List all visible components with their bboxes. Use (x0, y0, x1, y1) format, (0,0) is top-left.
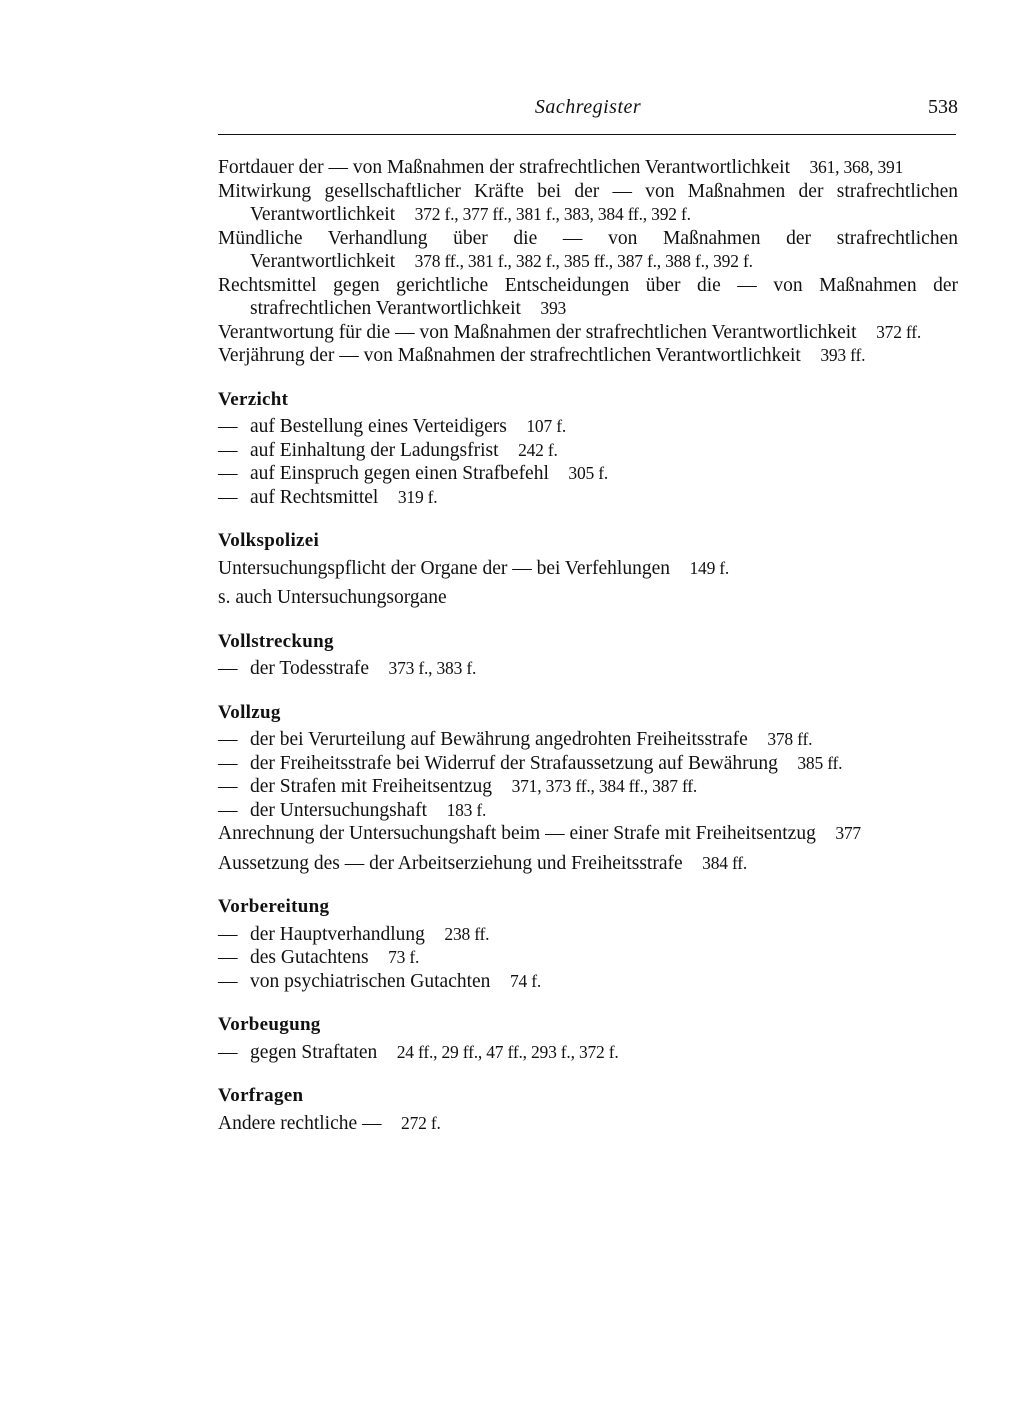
entry-page-refs: 361, 368, 391 (809, 157, 904, 177)
index-entry (218, 180, 958, 227)
entry-page-refs: 305 f. (568, 463, 609, 483)
entry-text: Verjährung der — von Maßnahmen der strafrechtlichen Verantwortlichkeit (218, 345, 801, 366)
entry-text: der Untersuchungshaft (250, 799, 428, 821)
entry-page-refs: 393 (540, 298, 567, 318)
section-heading: Volkspolizei (218, 530, 320, 551)
entry-text: der Todesstrafe (250, 658, 370, 679)
entry-page-refs: 378 ff., 381 f., 382 f., 385 ff., 387 f., 388 f., 392 f. (414, 251, 753, 271)
index-section (218, 701, 958, 876)
entry-page-refs: 183 f. (446, 799, 487, 820)
entry-text: Aussetzung des — der Arbeitserziehung und Freiheitsstrafe (218, 852, 683, 874)
section-heading: Vorfragen (218, 1085, 304, 1106)
entry-page-refs: 373 f., 383 f. (388, 658, 477, 678)
page-number: 538 (928, 96, 958, 118)
dash-marker: — (218, 658, 238, 679)
list-item (218, 946, 958, 970)
intro-entries (218, 156, 958, 368)
section-heading: Vollzug (218, 701, 281, 723)
list-item (218, 657, 958, 681)
dash-marker: — (218, 970, 238, 992)
list-item (218, 970, 958, 994)
entry-text: Untersuchungspflicht der Organe der — bei Verfehlungen (218, 557, 670, 579)
list-item (218, 1041, 958, 1065)
entry-text: Mündliche Verhandlung über die — von Maßnahmen der strafrechtlichen Verantwortlichkeit (218, 227, 958, 272)
list-item (218, 799, 958, 823)
dash-marker: — (218, 1041, 238, 1063)
dash-marker: — (218, 752, 238, 774)
entry-page-refs: 372 f., 377 ff., 381 f., 383, 384 ff., 392 f. (414, 204, 691, 224)
entry-text: des Gutachtens (250, 947, 369, 968)
index-sections (218, 388, 958, 1136)
list-item (218, 439, 958, 463)
list-item (218, 586, 958, 610)
index-section (218, 1013, 958, 1064)
running-head-title: Sachregister (534, 96, 642, 118)
dash-marker: — (218, 799, 238, 821)
entry-page-refs: 377 (835, 823, 861, 843)
dash-marker: — (218, 776, 238, 797)
entry-page-refs: 372 ff. (876, 321, 922, 342)
entry-text: s. auch Untersuchungsorgane (218, 587, 447, 608)
index-content (218, 156, 958, 1135)
entry-page-refs: 378 ff. (767, 729, 813, 749)
entry-page-refs: 74 f. (509, 970, 542, 991)
index-entry (218, 321, 958, 345)
entry-text: Fortdauer der — von Maßnahmen der strafrechtlichen Verantwortlichkeit (218, 157, 790, 178)
entry-text: der Freiheitsstrafe bei Widerruf der Strafaussetzung auf Bewährung (250, 752, 778, 774)
entry-text: Verantwortung für die — von Maßnahmen der strafrechtlichen Verantwortlichkeit (218, 321, 857, 343)
running-head (218, 96, 958, 126)
entry-text: der Hauptverhandlung (250, 923, 425, 945)
index-section (218, 1084, 958, 1135)
list-item (218, 728, 958, 752)
list-item (218, 1112, 958, 1136)
entry-page-refs: 272 f. (401, 1112, 441, 1133)
list-item (218, 486, 958, 510)
list-item (218, 923, 958, 947)
dash-marker: — (218, 729, 238, 750)
dash-marker: — (218, 416, 238, 437)
index-entry (218, 227, 958, 274)
list-item (218, 822, 958, 846)
list-item (218, 557, 958, 581)
entry-page-refs: 149 f. (689, 557, 730, 578)
entry-page-refs: 242 f. (518, 439, 558, 460)
list-item (218, 752, 958, 776)
entry-page-refs: 73 f. (388, 947, 420, 967)
entry-page-refs: 24 ff., 29 ff., 47 ff., 293 f., 372 f. (396, 1041, 619, 1062)
entry-text: Andere rechtliche — (218, 1112, 382, 1134)
dash-marker: — (218, 486, 238, 508)
entry-text: auf Bestellung eines Verteidigers (250, 416, 507, 437)
entry-page-refs: 385 ff. (797, 752, 843, 773)
entry-page-refs: 319 f. (397, 486, 438, 507)
entry-text: gegen Straftaten (250, 1041, 378, 1063)
entry-page-refs: 371, 373 ff., 384 ff., 387 ff. (511, 776, 698, 796)
section-heading: Vorbereitung (218, 896, 330, 917)
section-heading: Vollstreckung (218, 630, 334, 652)
entry-text: auf Rechtsmittel (250, 486, 379, 508)
entry-page-refs: 384 ff. (702, 852, 748, 873)
section-heading: Verzicht (218, 388, 289, 410)
entry-page-refs: 238 ff. (444, 923, 490, 944)
index-entry (218, 344, 958, 368)
index-entry (218, 274, 958, 321)
entry-text: der Strafen mit Freiheitsentzug (250, 776, 493, 797)
entry-page-refs: 107 f. (526, 416, 567, 436)
list-item (218, 462, 958, 486)
list-item (218, 852, 958, 876)
list-item (218, 775, 958, 799)
index-entry (218, 156, 958, 180)
dash-marker: — (218, 923, 238, 945)
entry-text: auf Einspruch gegen einen Strafbefehl (250, 463, 549, 484)
entry-text: Rechtsmittel gegen gerichtliche Entscheidungen über die — von Maßnahmen der strafrechtlichen Verantwortlichkeit (218, 274, 958, 319)
index-section (218, 895, 958, 993)
section-heading: Vorbeugung (218, 1014, 321, 1035)
entry-text: auf Einhaltung der Ladungsfrist (250, 439, 499, 461)
index-section (218, 630, 958, 681)
dash-marker: — (218, 947, 238, 968)
entry-text: von psychiatrischen Gutachten (250, 970, 491, 992)
entry-page-refs: 393 ff. (820, 345, 866, 365)
entry-text: Anrechnung der Untersuchungshaft beim — einer Strafe mit Freiheitsentzug (218, 823, 816, 844)
dash-marker: — (218, 463, 238, 484)
dash-marker: — (218, 439, 238, 461)
index-section (218, 529, 958, 610)
entry-text: der bei Verurteilung auf Bewährung angedrohten Freiheitsstrafe (250, 729, 748, 750)
entry-text: Mitwirkung gesellschaftlicher Kräfte bei der — von Maßnahmen der strafrechtlichen Verantwortlichkeit (218, 180, 958, 225)
header-rule (218, 134, 956, 135)
index-section (218, 388, 958, 510)
list-item (218, 415, 958, 439)
